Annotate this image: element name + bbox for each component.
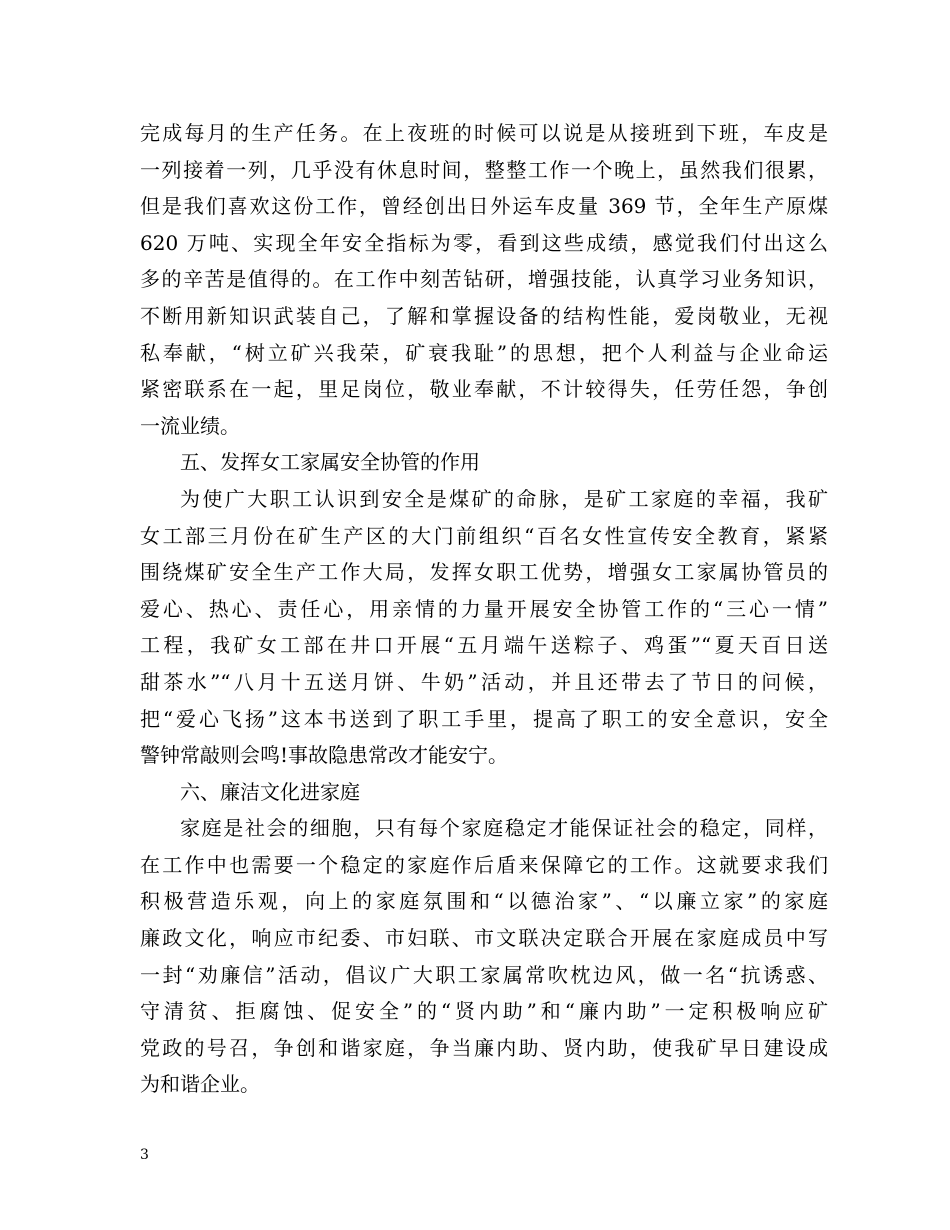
document-body <box>140 115 828 1103</box>
text-line: 围绕煤矿安全生产工作大局，发挥女职工优势，增强女工家属协管员的 <box>140 560 828 585</box>
text-line: 一列接着一列，几乎没有休息时间，整整工作一个晚上，虽然我们很累， <box>140 157 828 182</box>
text-line: 守清贫、拒腐蚀、促安全”的“贤内助”和“廉内助”一定积极响应矿 <box>140 999 828 1024</box>
text-line: 完成每月的生产任务。在上夜班的时候可以说是从接班到下班，车皮是 <box>140 121 828 145</box>
text-line: 工程，我矿女工部在井口开展“五月端午送粽子、鸡蛋”“夏天百日送 <box>140 633 828 658</box>
text-line: 积极营造乐观，向上的家庭氛围和“以德治家”、“以廉立家”的家庭 <box>140 889 828 914</box>
text-line: 为使广大职工认识到安全是煤矿的命脉，是矿工家庭的幸福，我矿 <box>180 486 828 511</box>
section-5-paragraph <box>140 481 828 774</box>
section-heading-5: 五、发挥女工家属安全协管的作用 <box>180 450 480 475</box>
text-line: 620 万吨、实现全年安全指标为零，看到这些成绩，感觉我们付出这么 <box>140 230 828 255</box>
text-line: 爱心、热心、责任心，用亲情的力量开展安全协管工作的“三心一情” <box>140 596 828 621</box>
text-line: 甜茶水”“八月十五送月饼、牛奶”活动，并且还带去了节日的问候， <box>140 669 828 694</box>
text-line: 把“爱心飞扬”这本书送到了职工手里，提高了职工的安全意识，安全 <box>140 706 828 731</box>
text-line: 不断用新知识武装自己，了解和掌握设备的结构性能，爱岗敬业，无视 <box>140 303 828 328</box>
text-line: 在工作中也需要一个稳定的家庭作后盾来保障它的工作。这就要求我们 <box>140 852 828 877</box>
text-line: 但是我们喜欢这份工作，曾经创出日外运车皮量 369 节，全年生产原煤 <box>140 194 828 219</box>
text-line: 警钟常敲则会鸣!事故隐患常改才能安宁。 <box>140 743 509 768</box>
text-line: 多的辛苦是值得的。在工作中刻苦钻研，增强技能，认真学习业务知识， <box>140 267 828 292</box>
text-line: 廉政文化，响应市纪委、市妇联、市文联决定联合开展在家庭成员中写 <box>140 926 828 951</box>
text-line: 为和谐企业。 <box>140 1072 260 1097</box>
text-line: 党政的号召，争创和谐家庭，争当廉内助、贤内助，使我矿早日建设成 <box>140 1035 828 1060</box>
section-6-paragraph <box>140 810 828 1103</box>
text-line: 紧密联系在一起，里足岗位，敬业奉献，不计较得失，任劳任怨，争创 <box>140 377 828 402</box>
text-line: 一封“劝廉信”活动，倡议广大职工家属常吹枕边风，做一名“抗诱惑、 <box>140 962 828 987</box>
text-line: 一流业绩。 <box>140 413 240 438</box>
text-line: 女工部三月份在矿生产区的大门前组织“百名女性宣传安全教育，紧紧 <box>140 523 828 548</box>
text-line: 家庭是社会的细胞，只有每个家庭稳定才能保证社会的稳定，同样， <box>180 816 828 841</box>
page-number: 3 <box>140 1147 149 1163</box>
continued-paragraph <box>140 115 828 444</box>
section-heading-6: 六、廉洁文化进家庭 <box>180 779 360 804</box>
text-line: 私奉献，“树立矿兴我荣，矿衰我耻”的思想，把个人利益与企业命运 <box>140 340 828 365</box>
